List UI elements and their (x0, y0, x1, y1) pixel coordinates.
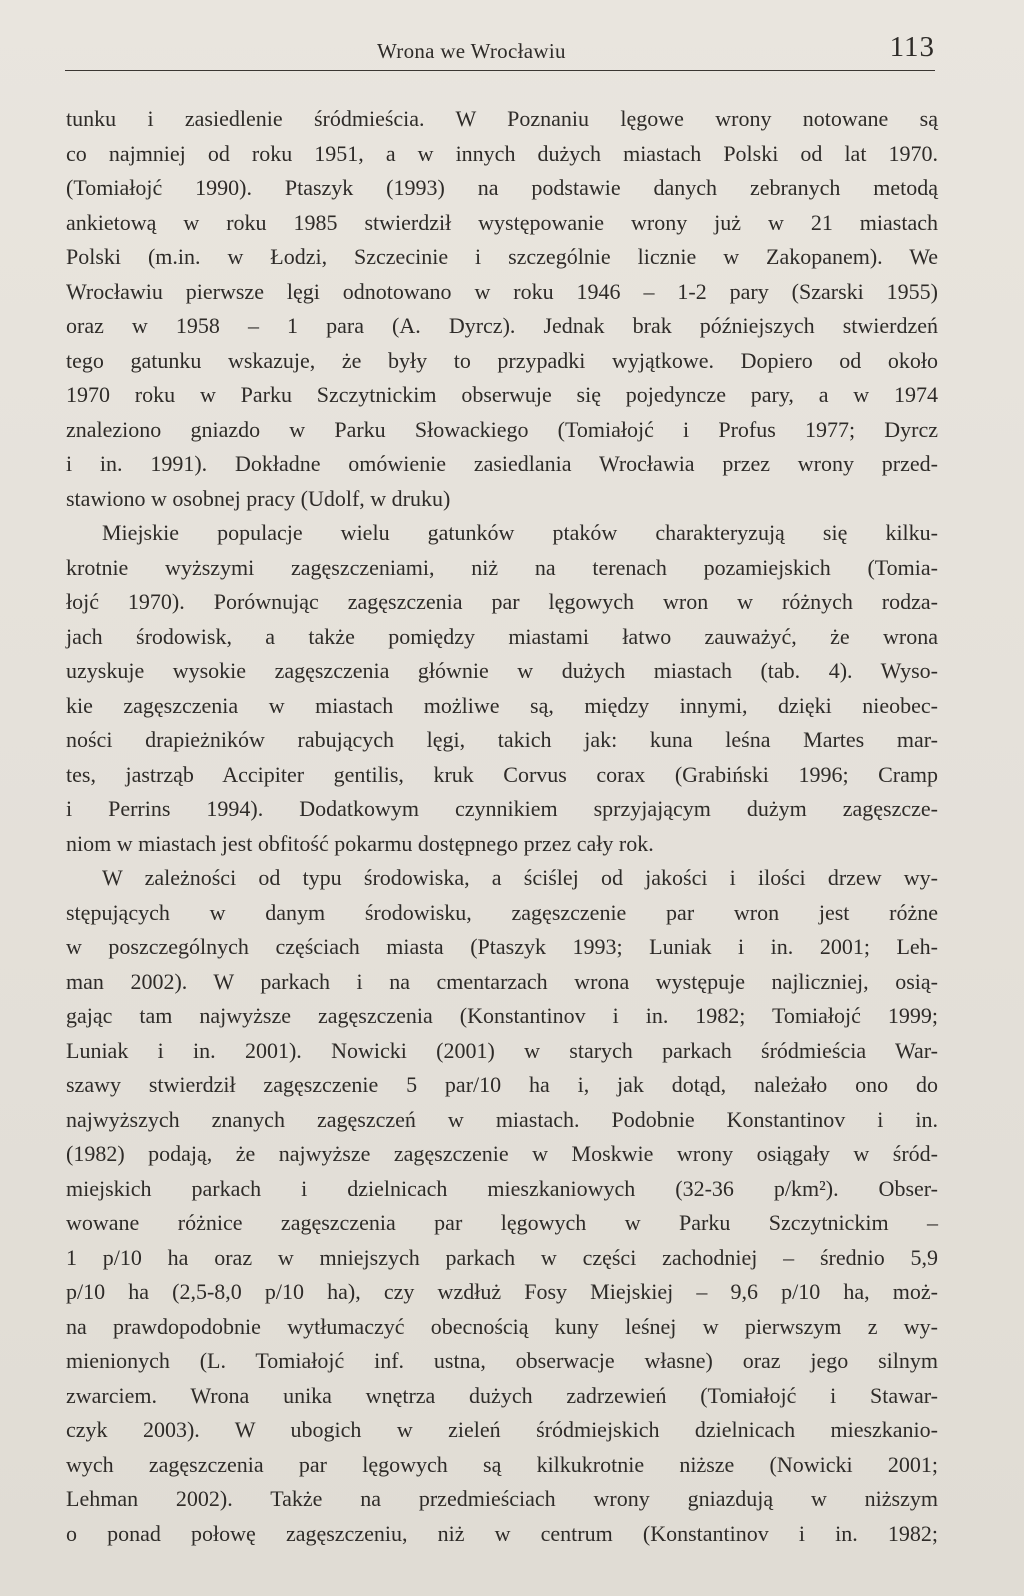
text-line: 1 p/10 ha oraz w mniejszych parkach w części zachodniej – średnio 5,9 (66, 1244, 938, 1270)
text-line: najwyższych znanych zagęszczeń w miastach. Podobnie Konstantinov i in. (66, 1106, 938, 1132)
text-line: 1970 roku w Parku Szczytnickim obserwuje się pojedyncze pary, a w 1974 (66, 382, 938, 407)
text-line: co najmniej od roku 1951, a w innych dużych miastach Polski od lat 1970. (66, 140, 938, 166)
text-line: uzyskuje wysokie zagęszczenia głównie w dużych miastach (tab. 4). Wyso- (66, 658, 938, 683)
text-line: stawiono w osobnej pracy (Udolf, w druku) (66, 485, 451, 511)
text-line: i in. 1991). Dokładne omówienie zasiedlania Wrocławia przez wrony przed- (66, 451, 938, 476)
text-line: stępujących w danym środowisku, zagęszczenie par wron jest różne (66, 899, 938, 925)
text-line: tego gatunku wskazuje, że były to przypadki wyjątkowe. Dopiero od około (66, 347, 938, 373)
text-line: Polski (m.in. w Łodzi, Szczecinie i szczególnie licznie w Zakopanem). We (66, 244, 938, 269)
page-number: 113 (889, 31, 935, 63)
text-line: tunku i zasiedlenie śródmieścia. W Poznaniu lęgowe wrony notowane są (66, 106, 938, 131)
text-line: ności drapieżników rabujących lęgi, takich jak: kuna leśna Martes mar- (66, 727, 938, 752)
text-line: o ponad połowę zagęszczeniu, niż w centrum (Konstantinov i in. 1982; (66, 1520, 938, 1546)
text-line: czyk 2003). W ubogich w zieleń śródmiejskich dzielnicach mieszkanio- (66, 1417, 938, 1442)
text-line: p/10 ha (2,5-8,0 p/10 ha), czy wzdłuż Fosy Miejskiej – 9,6 p/10 ha, moż- (66, 1279, 938, 1304)
text-line: szawy stwierdził zagęszczenie 5 par/10 ha i, jak dotąd, należało ono do (66, 1072, 938, 1097)
text-line: tes, jastrząb Accipiter gentilis, kruk Corvus corax (Grabiński 1996; Cramp (66, 761, 938, 787)
text-line: na prawdopodobnie wytłumaczyć obecnością kuny leśnej w pierwszym z wy- (66, 1313, 938, 1339)
text-line: wowane różnice zagęszczenia par lęgowych w Parku Szczytnickim – (66, 1210, 938, 1235)
text-line: Luniak i in. 2001). Nowicki (2001) w starych parkach śródmieścia War- (66, 1037, 938, 1063)
running-title: Wrona we Wrocławiu (377, 39, 566, 63)
text-line: niom w miastach jest obfitość pokarmu dostępnego przez cały rok. (66, 830, 654, 856)
text-line: W zależności od typu środowiska, a ściślej od jakości i ilości drzew wy- (102, 865, 938, 890)
text-line: jach środowisk, a także pomiędzy miastami łatwo zauważyć, że wrona (66, 623, 938, 649)
text-line: man 2002). W parkach i na cmentarzach wrona występuje najliczniej, osią- (66, 968, 938, 994)
text-line: miejskich parkach i dzielnicach mieszkaniowych (32-36 p/km²). Obser- (66, 1175, 938, 1201)
text-line: oraz w 1958 – 1 para (A. Dyrcz). Jednak brak późniejszych stwierdzeń (66, 313, 938, 338)
text-line: zwarciem. Wrona unika wnętrza dużych zadrzewień (Tomiałojć i Stawar- (66, 1382, 938, 1408)
text-line: (1982) podają, że najwyższe zagęszczenie w Moskwie wrony osiągały w śród- (66, 1141, 938, 1166)
text-line: krotnie wyższymi zagęszczeniami, niż na terenach pozamiejskich (Tomia- (66, 554, 938, 580)
text-line: Wrocławiu pierwsze lęgi odnotowano w roku 1946 – 1-2 pary (Szarski 1955) (66, 278, 938, 304)
running-header (65, 30, 935, 71)
text-line: Miejskie populacje wielu gatunków ptaków charakteryzują się kilku- (102, 520, 938, 545)
text-line: ankietową w roku 1985 stwierdził występowanie wrony już w 21 miastach (66, 209, 938, 235)
body-text (66, 102, 938, 1551)
text-line: wych zagęszczenia par lęgowych są kilkukrotnie niższe (Nowicki 2001; (66, 1451, 938, 1477)
text-line: kie zagęszczenia w miastach możliwe są, między innymi, dzięki nieobec- (66, 692, 938, 718)
text-line: i Perrins 1994). Dodatkowym czynnikiem sprzyjającym dużym zagęszcze- (66, 796, 938, 821)
text-line: łojć 1970). Porównując zagęszczenia par lęgowych wron w różnych rodza- (66, 589, 938, 614)
text-line: gając tam najwyższe zagęszczenia (Konstantinov i in. 1982; Tomiałojć 1999; (66, 1003, 938, 1028)
text-line: mienionych (L. Tomiałojć inf. ustna, obserwacje własne) oraz jego silnym (66, 1348, 938, 1373)
text-line: (Tomiałojć 1990). Ptaszyk (1993) na podstawie danych zebranych metodą (66, 175, 938, 200)
text-line: znaleziono gniazdo w Parku Słowackiego (Tomiałojć i Profus 1977; Dyrcz (66, 416, 938, 442)
text-line: Lehman 2002). Także na przedmieściach wrony gniazdują w niższym (66, 1486, 938, 1511)
text-line: w poszczególnych częściach miasta (Ptaszyk 1993; Luniak i in. 2001; Leh- (66, 934, 938, 959)
